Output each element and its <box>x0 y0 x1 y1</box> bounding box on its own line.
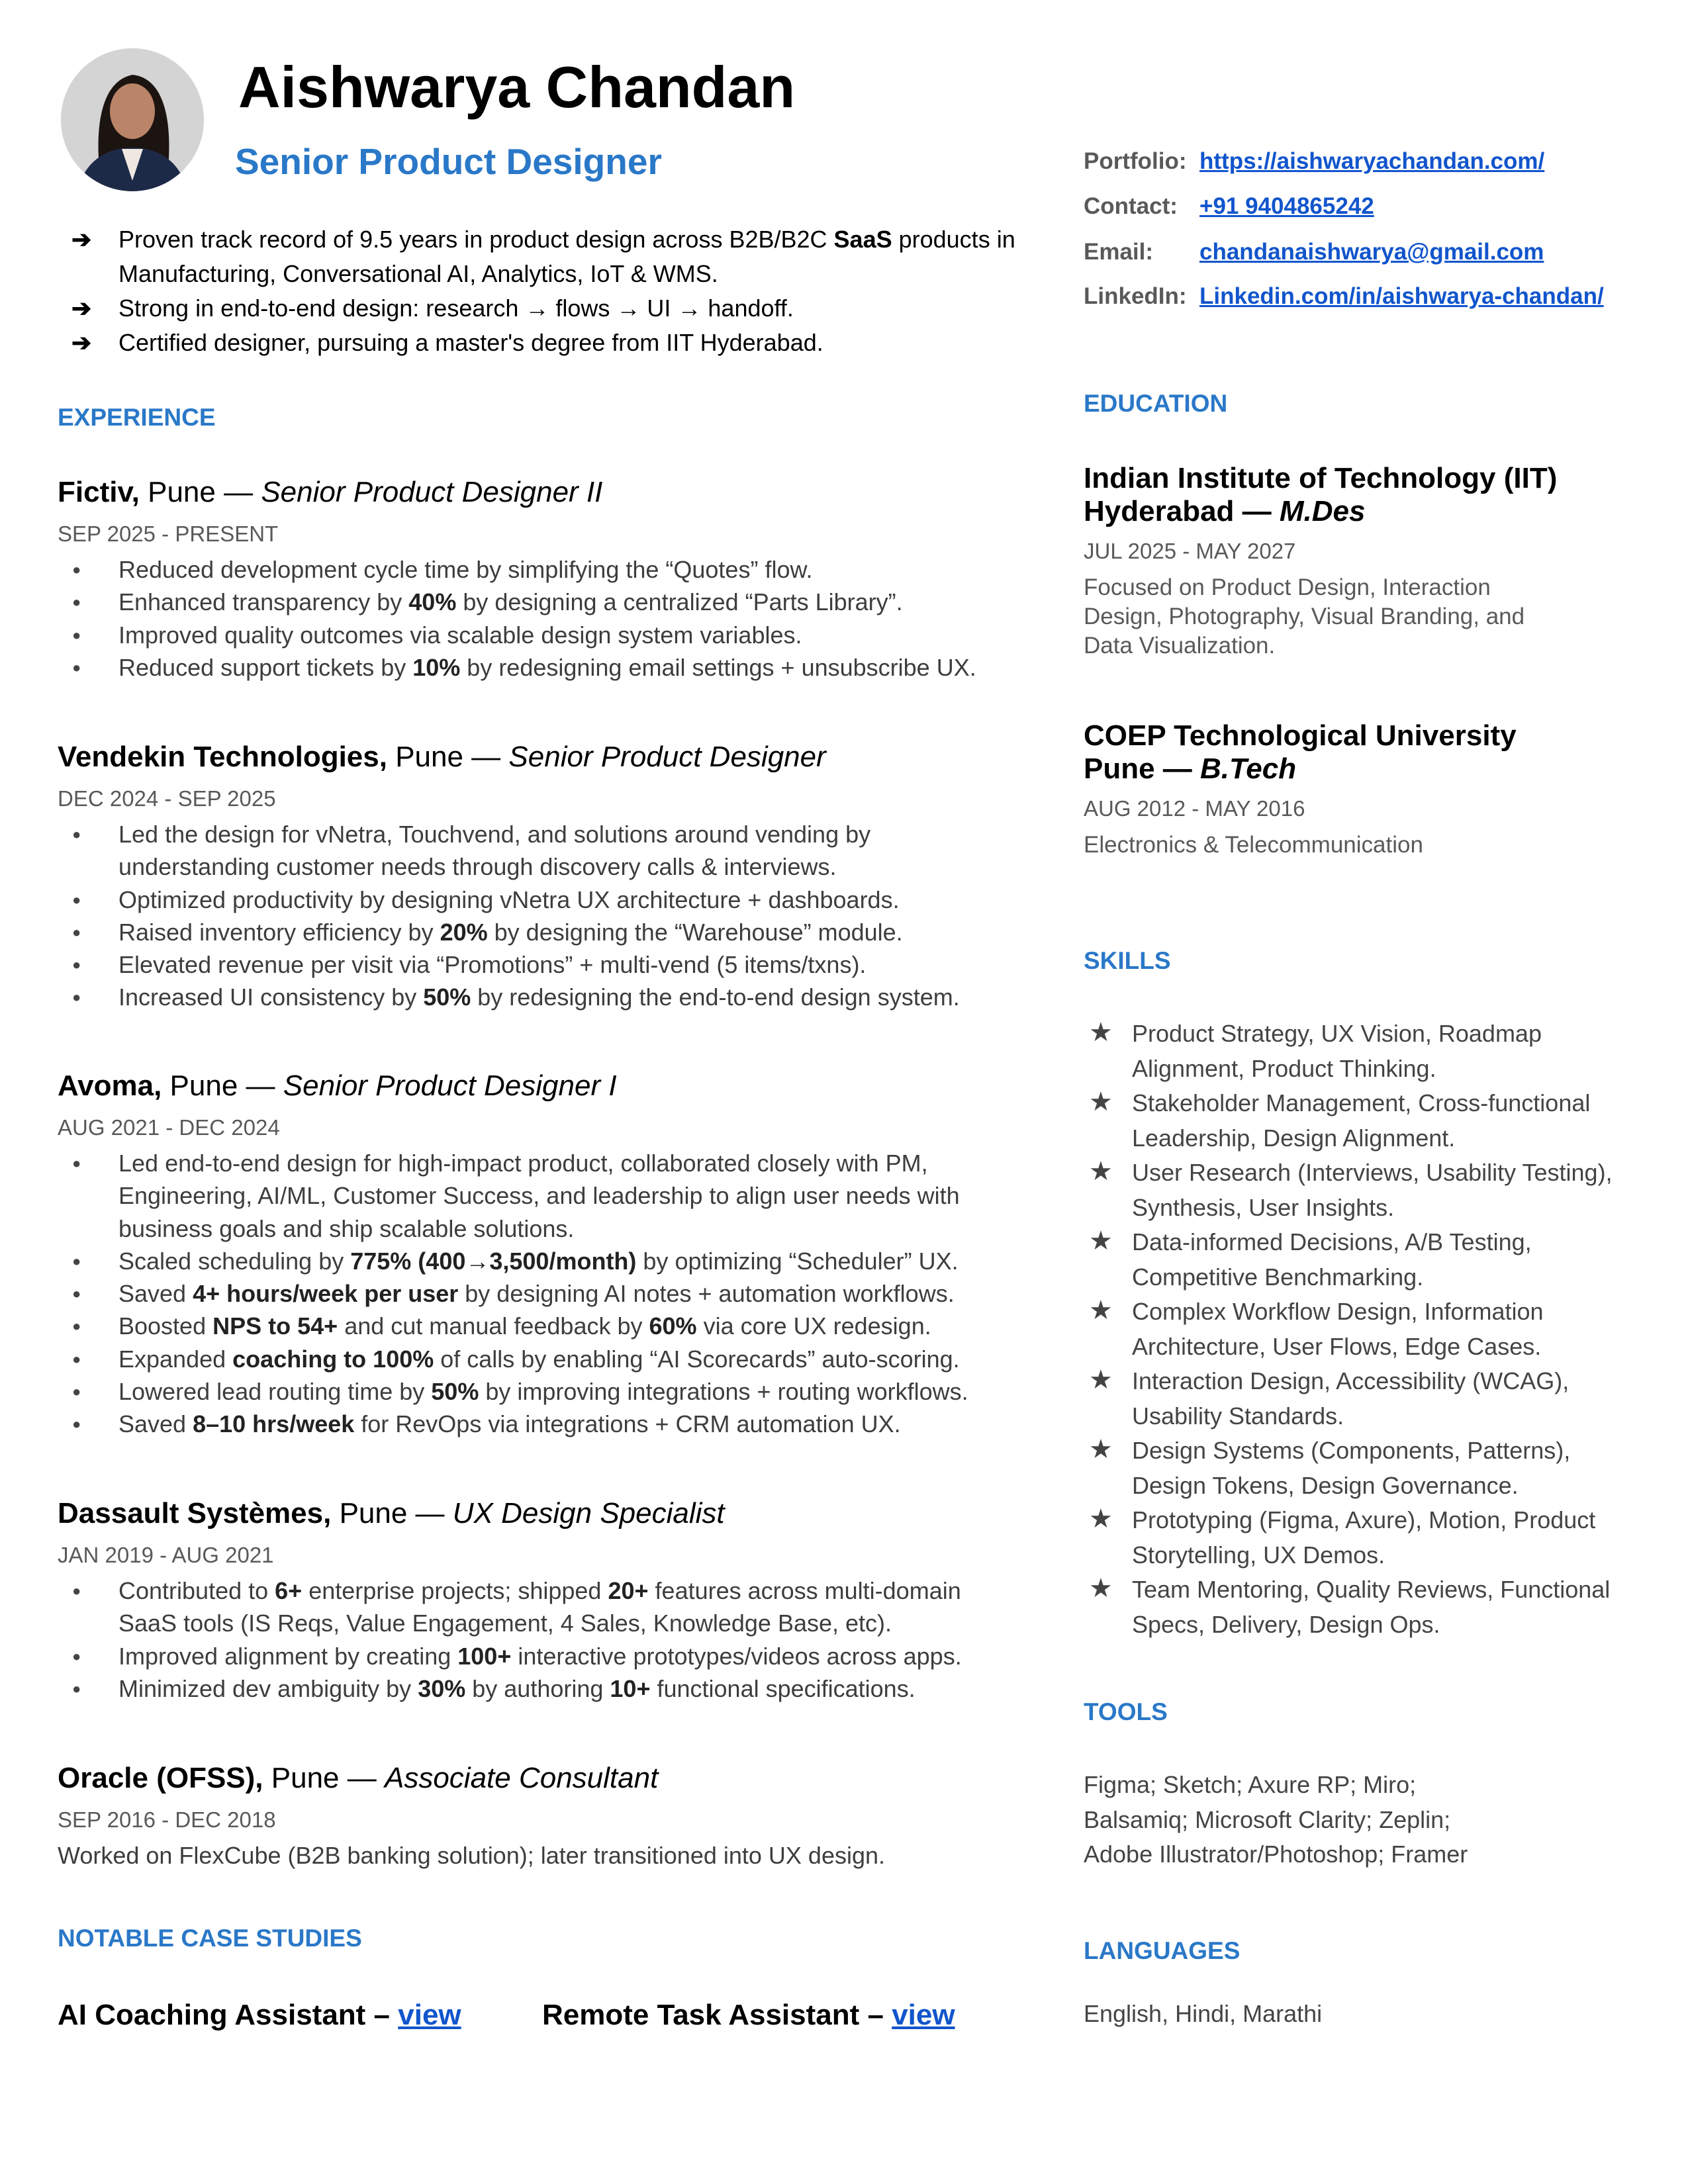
company-name: Dassault Systèmes, <box>58 1497 332 1529</box>
bold-text: 100+ <box>457 1642 512 1670</box>
job-entry <box>58 1760 1017 1872</box>
case-study-title: Remote Task Assistant – <box>542 1999 892 2031</box>
degree: M.Des <box>1279 495 1366 527</box>
job-bullet <box>58 948 1019 981</box>
linkedin-row <box>1084 280 1604 313</box>
star-icon: ★ <box>1089 1087 1113 1116</box>
job-heading <box>58 1068 1017 1105</box>
text: Reduced development cycle time by simplifying the “Quotes” flow. <box>118 556 813 583</box>
job-title: UX Design Specialist <box>452 1497 725 1529</box>
job-location: Pune — <box>139 476 261 508</box>
job-bullet <box>58 1375 1019 1408</box>
languages-text: English, Hindi, Marathi <box>1084 2000 1323 2027</box>
linkedin-label: LinkedIn: <box>1084 283 1187 309</box>
bold-text: 6+ <box>275 1577 303 1604</box>
bold-text: 10% <box>412 653 461 681</box>
summary-item <box>66 222 1059 291</box>
bold-text: 775% (400→3,500/month) <box>350 1247 637 1275</box>
institution-name: COEP Technological University <box>1084 719 1517 752</box>
education-description: Electronics & Telecommunication <box>1084 832 1423 858</box>
tools-line: Adobe Illustrator/Photoshop; Framer <box>1084 1841 1468 1868</box>
skill-text: Prototyping (Figma, Axure), Motion, Product Storytelling, UX Demos. <box>1132 1506 1596 1569</box>
text: by improving integrations + routing workflows. <box>479 1378 968 1406</box>
linkedin-link[interactable]: Linkedin.com/in/aishwarya-chandan/ <box>1199 283 1604 309</box>
education-item-iit <box>1084 462 1653 660</box>
job-bullet <box>58 1310 1019 1342</box>
text: Optimized productivity by designing vNetra UX architecture + dashboards. <box>118 886 900 913</box>
skill-text: Stakeholder Management, Cross-functional Leadership, Design Alignment. <box>1132 1089 1591 1152</box>
job-bullet <box>58 651 1019 684</box>
job-bullet <box>58 1574 1019 1640</box>
case-study-view-link[interactable]: view <box>892 1999 955 2031</box>
bold-text: 30% <box>418 1674 466 1702</box>
job-dates: JAN 2019 - AUG 2021 <box>58 1543 274 1567</box>
degree: B.Tech <box>1200 752 1297 785</box>
job-bullet <box>58 1277 1019 1310</box>
summary-item <box>66 291 1059 326</box>
institution-location <box>1084 752 1653 786</box>
job-bullet <box>58 1343 1019 1375</box>
job-bullet <box>58 1147 1019 1245</box>
star-icon: ★ <box>1089 1157 1113 1186</box>
bold-text: 50% <box>423 983 471 1011</box>
job-heading <box>58 1760 1017 1797</box>
skill-item <box>1084 1017 1635 1086</box>
bold-text: 40% <box>408 588 457 616</box>
tools-line: Balsamiq; Microsoft Clarity; Zeplin; <box>1084 1805 1451 1833</box>
text: Contributed to <box>118 1577 275 1604</box>
text: Improved quality outcomes via scalable design system variables. <box>118 621 802 649</box>
case-studies-heading: NOTABLE CASE STUDIES <box>58 1925 362 1952</box>
job-bullets <box>58 1147 1017 1441</box>
job-location: Pune — <box>263 1762 385 1794</box>
job-bullets <box>58 1574 1017 1705</box>
job-location: Pune — <box>162 1069 283 1102</box>
skill-text: Data-informed Decisions, A/B Testing, Competitive Benchmarking. <box>1132 1228 1532 1291</box>
job-bullet <box>58 1245 1019 1277</box>
education-dates: JUL 2025 - MAY 2027 <box>1084 539 1296 563</box>
summary-list <box>66 222 1059 360</box>
skill-item <box>1084 1086 1635 1156</box>
skill-item <box>1084 1503 1635 1572</box>
job-bullet <box>58 818 1019 884</box>
text: by designing the “Warehouse” module. <box>487 918 903 946</box>
skill-text: Complex Workflow Design, Information Architecture, User Flows, Edge Cases. <box>1132 1298 1544 1360</box>
star-icon: ★ <box>1089 1365 1113 1394</box>
text: by designing a centralized “Parts Library”. <box>456 588 903 616</box>
text: by optimizing “Scheduler” UX. <box>636 1247 959 1275</box>
text: Reduced support tickets by <box>118 653 413 681</box>
star-icon: ★ <box>1089 1574 1113 1603</box>
text: Saved <box>118 1410 193 1438</box>
text: Strong in end-to-end design: research → flows → UI → handoff. <box>118 295 794 322</box>
bold-text: 8–10 hrs/week <box>193 1410 355 1438</box>
education-heading: EDUCATION <box>1084 390 1228 417</box>
job-heading <box>58 1495 1017 1532</box>
job-bullets <box>58 553 1017 684</box>
job-bullets <box>58 818 1017 1014</box>
education-item-coep <box>1084 719 1653 860</box>
job-bullet <box>58 586 1019 618</box>
job-dates: AUG 2021 - DEC 2024 <box>58 1115 280 1140</box>
job-bullet <box>58 981 1019 1013</box>
email-row <box>1084 236 1544 269</box>
company-name: Oracle (OFSS), <box>58 1762 263 1794</box>
skill-text: Product Strategy, UX Vision, Roadmap Alignment, Product Thinking. <box>1132 1020 1542 1082</box>
job-location: Pune — <box>331 1497 453 1529</box>
job-bullet <box>58 884 1019 916</box>
company-name: Vendekin Technologies, <box>58 741 387 773</box>
job-bullet <box>58 1672 1019 1705</box>
company-name: Fictiv, <box>58 476 140 508</box>
text: enterprise projects; shipped <box>302 1577 608 1604</box>
candidate-role: Senior Product Designer <box>235 141 662 182</box>
tools-line: Figma; Sketch; Axure RP; Miro; <box>1084 1771 1417 1798</box>
case-study-view-link[interactable]: view <box>398 1999 461 2031</box>
job-title: Associate Consultant <box>384 1762 659 1794</box>
skill-item <box>1084 1225 1635 1295</box>
bold-text: 4+ hours/week per user <box>193 1280 459 1308</box>
skill-item <box>1084 1364 1635 1433</box>
text: for RevOps via integrations + CRM automation UX. <box>354 1410 901 1438</box>
job-dates: SEP 2016 - DEC 2018 <box>58 1807 276 1832</box>
skill-text: Team Mentoring, Quality Reviews, Functional Specs, Delivery, Design Ops. <box>1132 1576 1611 1638</box>
bold-text: NPS to 54+ <box>212 1312 338 1340</box>
bold-text: 20% <box>440 918 488 946</box>
text: and cut manual feedback by <box>338 1312 649 1340</box>
text: functional specifications. <box>650 1674 915 1702</box>
bold-text: 50% <box>431 1378 479 1406</box>
job-title: Senior Product Designer I <box>283 1069 617 1102</box>
job-bullet <box>58 1408 1019 1440</box>
job-entry <box>58 474 1017 684</box>
text: Proven track record of 9.5 years in product design across B2B/B2C <box>118 226 834 253</box>
arrow-bullet-icon: ➔ <box>71 226 92 253</box>
skills-heading: SKILLS <box>1084 947 1171 974</box>
text: by authoring <box>465 1674 610 1702</box>
job-heading <box>58 474 1017 511</box>
skill-item <box>1084 1156 1635 1225</box>
text: Elevated revenue per visit via “Promotions” + multi-vend (5 items/txns). <box>118 951 867 979</box>
profile-photo <box>61 48 204 191</box>
text: interactive prototypes/videos across apps. <box>511 1642 962 1670</box>
job-entry <box>58 1068 1017 1441</box>
text: via core UX redesign. <box>696 1312 931 1340</box>
phone-link[interactable]: +91 9404865242 <box>1199 193 1374 219</box>
text: of calls by enabling “AI Scorecards” auto-scoring. <box>434 1345 960 1373</box>
job-dates: SEP 2025 - PRESENT <box>58 522 279 546</box>
text: Expanded <box>118 1345 233 1373</box>
text: by redesigning email settings + unsubscribe UX. <box>460 653 976 681</box>
institution-city: Hyderabad — <box>1084 495 1280 527</box>
institution-city: Pune — <box>1084 752 1201 785</box>
star-icon: ★ <box>1089 1018 1113 1047</box>
job-bullet <box>58 1640 1019 1672</box>
text: Increased UI consistency by <box>118 983 424 1011</box>
star-icon: ★ <box>1089 1296 1113 1325</box>
text: Improved alignment by creating <box>118 1642 458 1670</box>
skill-item <box>1084 1572 1635 1642</box>
text: Raised inventory efficiency by <box>118 918 440 946</box>
profile-photo-image <box>61 48 204 191</box>
portfolio-link[interactable]: https://aishwaryachandan.com/ <box>1199 148 1545 174</box>
company-name: Avoma, <box>58 1069 162 1102</box>
text: Led end-to-end design for high-impact product, collaborated closely with PM, Engineering, AI/ML, Customer Success, and leadership to align user needs with business goals and ship scalable solutions. <box>118 1150 960 1242</box>
tools-list <box>1084 1768 1468 1872</box>
job-title: Senior Product Designer <box>508 741 826 773</box>
text: Boosted <box>118 1312 213 1340</box>
arrow-bullet-icon: ➔ <box>71 295 92 322</box>
email-label: Email: <box>1084 239 1154 265</box>
text: Minimized dev ambiguity by <box>118 1674 418 1702</box>
contact-row <box>1084 190 1374 223</box>
institution-name: Indian Institute of Technology (IIT) <box>1084 462 1558 494</box>
text: by redesigning the end-to-end design system. <box>471 983 960 1011</box>
case-study-remote-task <box>542 1997 955 2034</box>
text: Certified designer, pursuing a master's degree from IIT Hyderabad. <box>118 329 823 356</box>
text: features across multi-domain SaaS tools (IS Reqs, Value Engagement, 4 Sales, Knowledge Base, etc). <box>118 1577 961 1637</box>
portfolio-label: Portfolio: <box>1084 148 1187 174</box>
bold-text: coaching to 100% <box>232 1345 434 1373</box>
job-entry <box>58 739 1017 1014</box>
job-location: Pune — <box>387 741 509 773</box>
job-dates: DEC 2024 - SEP 2025 <box>58 786 276 811</box>
tools-heading: TOOLS <box>1084 1698 1168 1725</box>
institution-location <box>1084 495 1653 528</box>
text: Lowered lead routing time by <box>118 1378 432 1406</box>
portfolio-row <box>1084 145 1544 178</box>
skill-item <box>1084 1295 1635 1364</box>
skills-list <box>1084 1017 1635 1642</box>
job-bullet <box>58 553 1019 586</box>
job-description: Worked on FlexCube (B2B banking solution); later transitioned into UX design. <box>58 1842 886 1869</box>
skill-text: Design Systems (Components, Patterns), Design Tokens, Design Governance. <box>1132 1437 1571 1499</box>
job-title: Senior Product Designer II <box>261 476 603 508</box>
job-heading <box>58 739 1017 776</box>
text: Enhanced transparency by <box>118 588 409 616</box>
star-icon: ★ <box>1089 1435 1113 1464</box>
education-dates: AUG 2012 - MAY 2016 <box>1084 796 1305 821</box>
languages-heading: LANGUAGES <box>1084 1937 1241 1964</box>
bold-text: SaaS <box>833 226 892 253</box>
education-description: Focused on Product Design, Interaction Design, Photography, Visual Branding, and Data Visualization. <box>1084 574 1525 659</box>
bold-text: 20+ <box>608 1577 649 1604</box>
email-link[interactable]: chandanaishwarya@gmail.com <box>1199 239 1544 265</box>
text: Saved <box>118 1280 193 1308</box>
bold-text: 10+ <box>610 1674 651 1702</box>
summary-item <box>66 326 1059 360</box>
case-study-title: AI Coaching Assistant – <box>58 1999 399 2031</box>
text: Scaled scheduling by <box>118 1247 351 1275</box>
job-bullet <box>58 619 1019 651</box>
text: by designing AI notes + automation workflows. <box>458 1280 955 1308</box>
candidate-name: Aishwarya Chandan <box>238 54 796 120</box>
bold-text: 60% <box>649 1312 697 1340</box>
case-study-ai-coaching <box>58 1997 461 2034</box>
job-entry <box>58 1495 1017 1705</box>
arrow-bullet-icon: ➔ <box>71 329 92 356</box>
skill-text: Interaction Design, Accessibility (WCAG), Usability Standards. <box>1132 1367 1570 1430</box>
experience-heading: EXPERIENCE <box>58 404 216 431</box>
skill-text: User Research (Interviews, Usability Testing), Synthesis, User Insights. <box>1132 1159 1613 1221</box>
text: products in Manufacturing, Conversational AI, Analytics, IoT & WMS. <box>118 226 1015 287</box>
contact-label: Contact: <box>1084 193 1178 219</box>
text: Led the design for vNetra, Touchvend, and solutions around vending by understanding customer needs through discovery calls & interviews. <box>118 821 871 881</box>
job-bullet <box>58 916 1019 948</box>
star-icon: ★ <box>1089 1504 1113 1533</box>
skill-item <box>1084 1433 1635 1503</box>
star-icon: ★ <box>1089 1226 1113 1255</box>
